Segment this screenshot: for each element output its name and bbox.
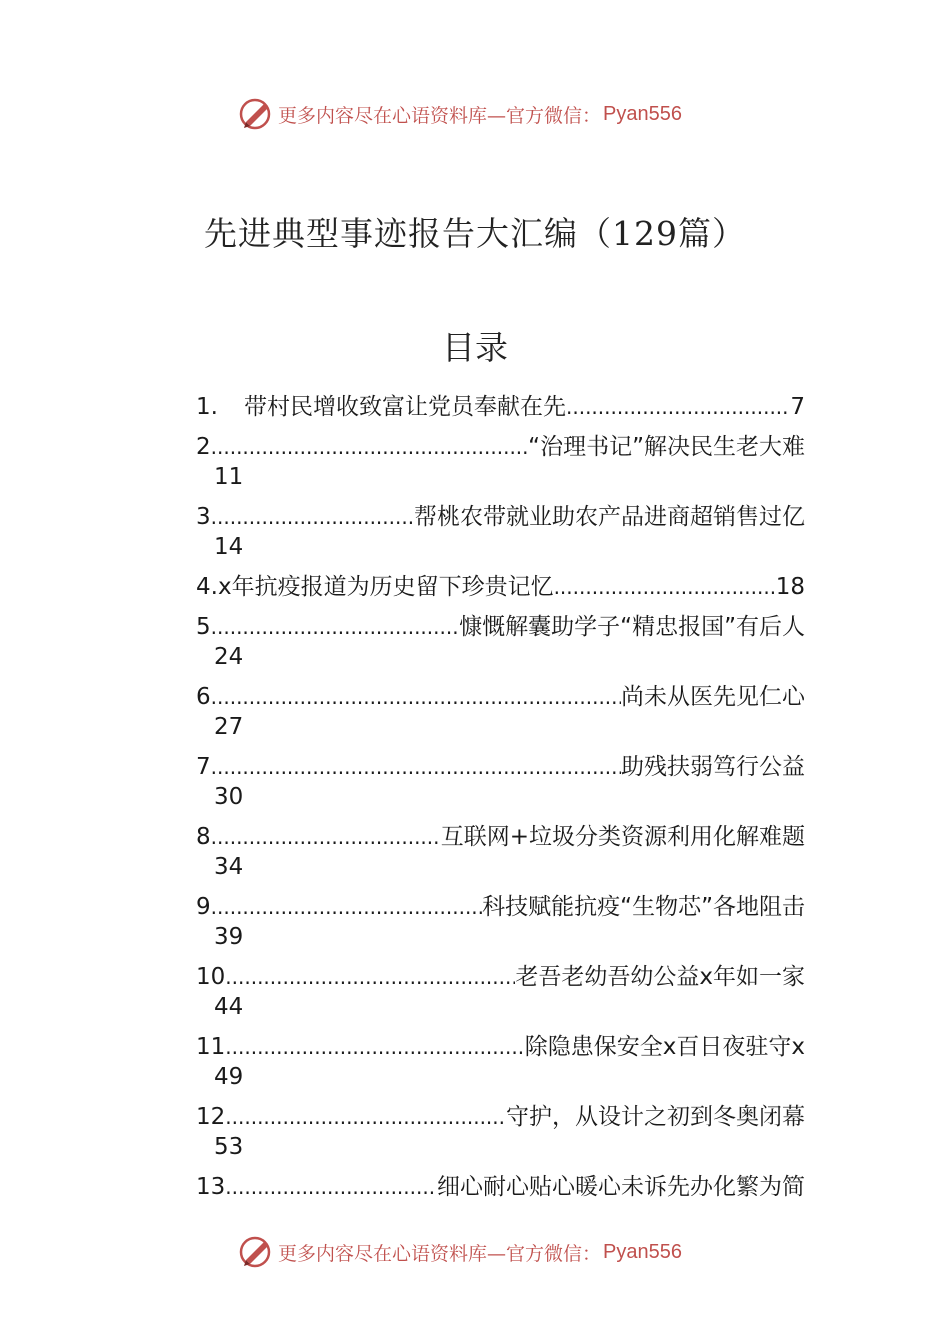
toc-entry-number: 6	[196, 684, 211, 710]
toc-entry-page: 39	[214, 924, 244, 950]
pen-logo-icon	[238, 1234, 274, 1270]
toc-entry-title: 守护，从设计之初到冬奥闭幕	[506, 1104, 805, 1130]
toc-leader-dots	[225, 962, 515, 992]
toc-entry-title: 除隐患保安全x百日夜驻守x	[524, 1034, 805, 1060]
toc-leader-dots	[211, 432, 529, 462]
toc-entry-title: 互联网+垃圾分类资源利用化解难题	[440, 824, 805, 850]
watermark-wechat-id: Pyan556	[603, 1240, 682, 1263]
toc-entry[interactable]	[196, 1102, 805, 1162]
toc-entry-title: 老吾老幼吾幼公益x年如一家	[515, 964, 805, 990]
toc-entry-page: 44	[214, 994, 244, 1020]
toc-entry-page: 14	[214, 534, 244, 560]
toc-entry-title: 尚未从医先见仁心	[621, 684, 805, 710]
toc-entry-number: 5	[196, 614, 211, 640]
toc-leader-dots	[554, 572, 776, 602]
toc-entry[interactable]	[196, 822, 805, 882]
watermark-header	[238, 96, 682, 132]
toc-entry[interactable]	[196, 752, 805, 812]
toc-leader-dots	[211, 752, 621, 782]
toc-entry-number: 3	[196, 504, 211, 530]
toc-entry-page: 7	[790, 394, 805, 420]
toc-leader-dots	[211, 892, 483, 922]
toc-entry[interactable]	[196, 682, 805, 742]
toc-entry-title: 带村民增收致富让党员奉献在先	[244, 394, 566, 420]
toc-entry[interactable]	[196, 392, 805, 422]
watermark-wechat-id: Pyan556	[603, 102, 682, 125]
toc-entry-number: 7	[196, 754, 211, 780]
pen-logo-icon	[238, 96, 274, 132]
toc-entry-number: 1.	[196, 394, 218, 420]
toc-entry-page: 49	[214, 1064, 244, 1090]
toc-entry[interactable]	[196, 432, 805, 492]
toc-entry-page: 24	[214, 644, 244, 670]
toc-entry-title: x年抗疫报道为历史留下珍贵记忆	[217, 574, 554, 600]
toc-entry-number: 4.	[196, 574, 218, 600]
toc-leader-dots	[211, 502, 414, 532]
toc-leader-dots	[211, 612, 460, 642]
toc-entry-page: 34	[214, 854, 244, 880]
toc-entry-page: 53	[214, 1134, 244, 1160]
toc-entry[interactable]	[196, 1172, 805, 1202]
toc-entry[interactable]	[196, 572, 805, 602]
toc-entry[interactable]	[196, 1032, 805, 1092]
toc-entry-number: 8	[196, 824, 211, 850]
toc-entry-page: 11	[214, 464, 244, 490]
toc-entry-page: 18	[775, 574, 805, 600]
toc-entry-number: 13	[196, 1174, 226, 1200]
toc-leader-dots	[225, 1102, 506, 1132]
watermark-footer	[238, 1234, 682, 1270]
toc-entry-number: 11	[196, 1034, 226, 1060]
watermark-text: 更多内容尽在心语资料库—官方微信：	[278, 1242, 602, 1265]
toc-entry-number: 9	[196, 894, 211, 920]
toc-entry-title: 帮桃农带就业助农产品进商超销售过亿	[414, 504, 805, 530]
toc-entry-title: 科技赋能抗疫“生物芯”各地阻击	[482, 894, 805, 920]
toc-leader-dots	[211, 682, 621, 712]
toc-heading: 目录	[442, 328, 508, 367]
toc-entry-title: 慷慨解囊助学子“精忠报国”有后人	[459, 614, 805, 640]
toc-entry-title: 细心耐心贴心暖心未诉先办化繁为简	[437, 1174, 805, 1200]
toc-leader-dots	[225, 1032, 524, 1062]
toc-entry[interactable]	[196, 502, 805, 562]
watermark-text: 更多内容尽在心语资料库—官方微信：	[278, 104, 602, 127]
toc-entry-page: 30	[214, 784, 244, 810]
toc-leader-dots	[225, 1172, 437, 1202]
toc-entry-title: “治理书记”解决民生老大难	[528, 434, 805, 460]
toc-leader-dots	[211, 822, 441, 852]
toc-entry[interactable]	[196, 612, 805, 672]
toc-entry-number: 12	[196, 1104, 226, 1130]
toc-entry[interactable]	[196, 962, 805, 1022]
toc-entry-page: 27	[214, 714, 244, 740]
toc-entry[interactable]	[196, 892, 805, 952]
toc-leader-dots	[566, 392, 790, 422]
toc-entry-number: 10	[196, 964, 226, 990]
toc-entry-title: 助残扶弱笃行公益	[621, 754, 805, 780]
table-of-contents	[196, 392, 805, 1212]
document-title: 先进典型事迹报告大汇编（129篇）	[204, 214, 746, 253]
toc-entry-number: 2	[196, 434, 211, 460]
